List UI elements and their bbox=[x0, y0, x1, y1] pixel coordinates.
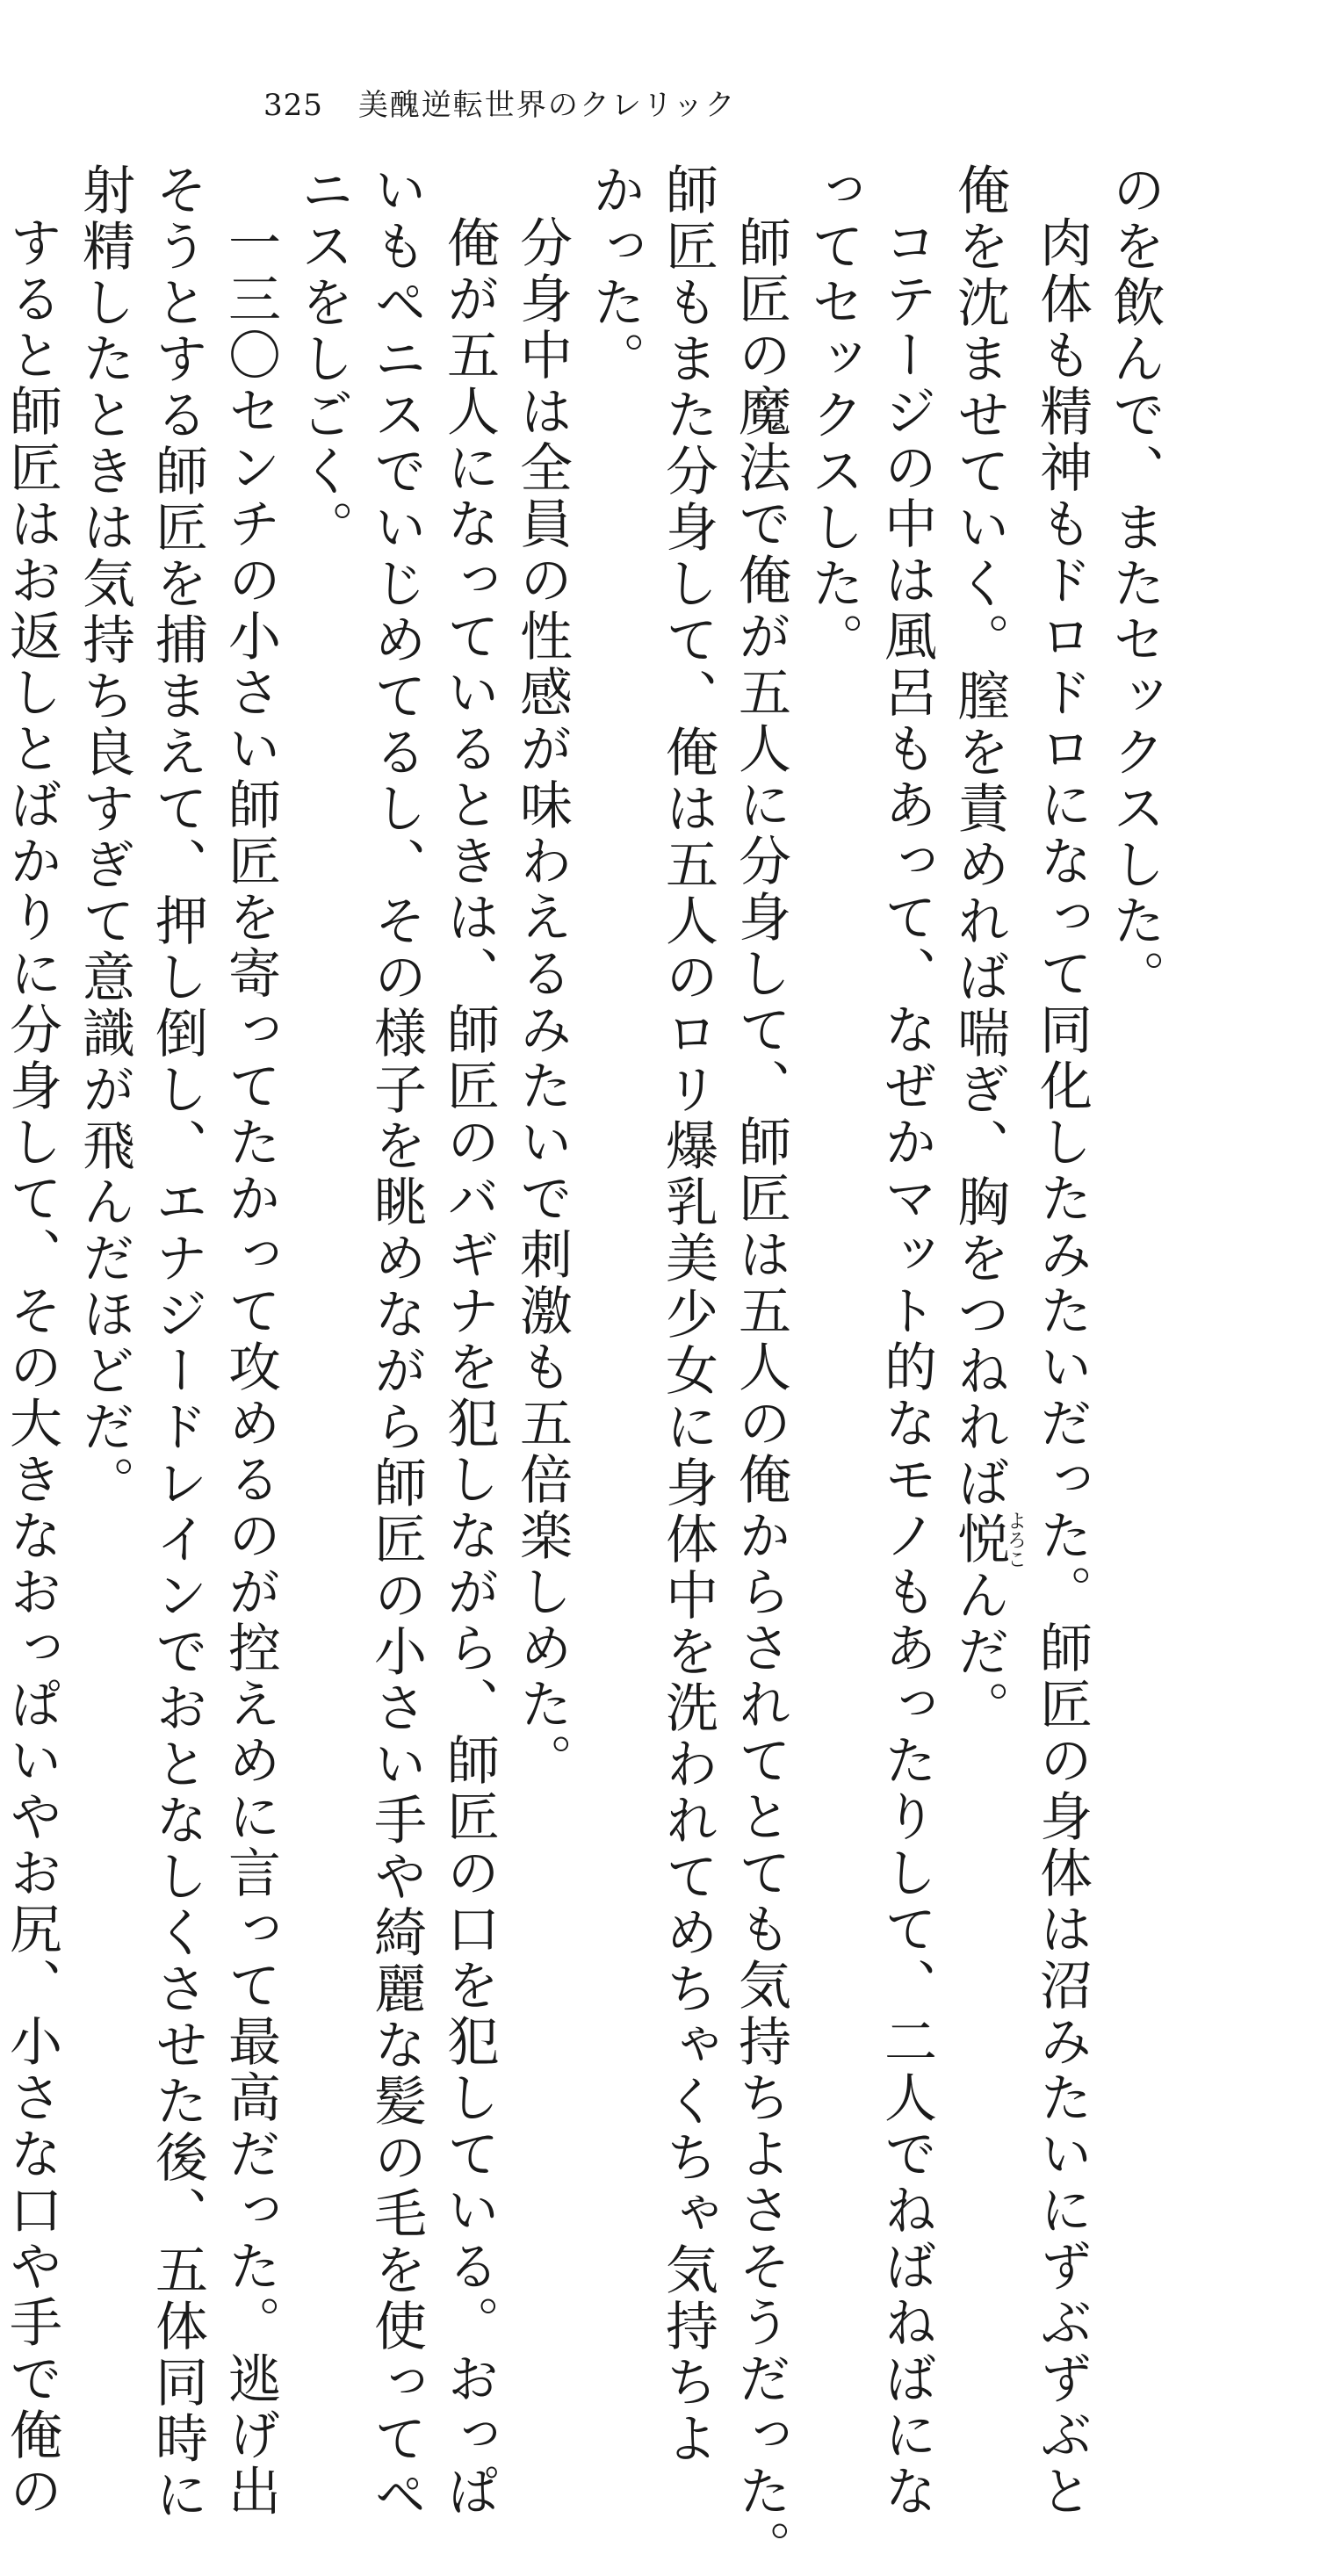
text-line: 俺が五人になっているときは、師匠のバギナを犯しながら、師匠の口を犯している。おっぱ bbox=[438, 215, 500, 2520]
text-line: ってセックスした。 bbox=[803, 162, 864, 668]
ruby-annotation: 悦よろこ bbox=[949, 1511, 1027, 1569]
text-line: 肉体も精神もドロドロになって同化したみたいだった。師匠の身体は沼みたいにずぶずぶと bbox=[1031, 215, 1093, 2520]
text-line: 分身中は全員の性感が味わえるみたいで刺激も五倍楽しめた。 bbox=[511, 215, 573, 1789]
page-number: 325 bbox=[263, 88, 323, 123]
ruby-reading: よろこ bbox=[1004, 1511, 1027, 1569]
text-line: 射精したときは気持ち良すぎて意識が飛んだほどだ。 bbox=[74, 162, 135, 1512]
text-line: すると師匠はお返しとばかりに分身して、その大きなおっぱいやお尻、小さな口や手で俺の bbox=[1, 215, 62, 2520]
text-line: 一三〇センチの小さい師匠を寄ってたかって攻めるのが控えめに言って最高だった。逃げ出 bbox=[220, 215, 281, 2520]
text-line: かった。 bbox=[584, 162, 646, 387]
body-text bbox=[0, 162, 1171, 2576]
text-line: そうとする師匠を捕まえて、押し倒し、エナジードレインでおとなしくさせた後、五体同時に bbox=[147, 162, 208, 2523]
text-line: いもペニスでいじめてるし、その様子を眺めながら師匠の小さい手や綺麗な髪の毛を使ってペ bbox=[365, 162, 427, 2523]
running-title: 美醜逆転世界のクレリック bbox=[357, 88, 737, 123]
page-header bbox=[263, 83, 737, 127]
text-line: 師匠もまた分身して、俺は五人のロリ爆乳美少女に身体中を洗われてめちゃくちゃ気持ちよ bbox=[657, 162, 718, 2467]
text-line: のを飲んで、またセックスした。 bbox=[1104, 162, 1165, 1006]
text-line: 俺を沈ませていく。膣を責めれば喘ぎ、胸をつねれば悦よろこんだ。 bbox=[949, 162, 1027, 1736]
text-line: ニスをしごく。 bbox=[292, 162, 354, 556]
text-line: 師匠の魔法で俺が五人に分身して、師匠は五人の俺からされてとても気持ちよさそうだった。 bbox=[730, 215, 791, 2576]
text-line: コテージの中は風呂もあって、なぜかマット的なモノもあったりして、二人でねばねばにな bbox=[876, 215, 937, 2520]
